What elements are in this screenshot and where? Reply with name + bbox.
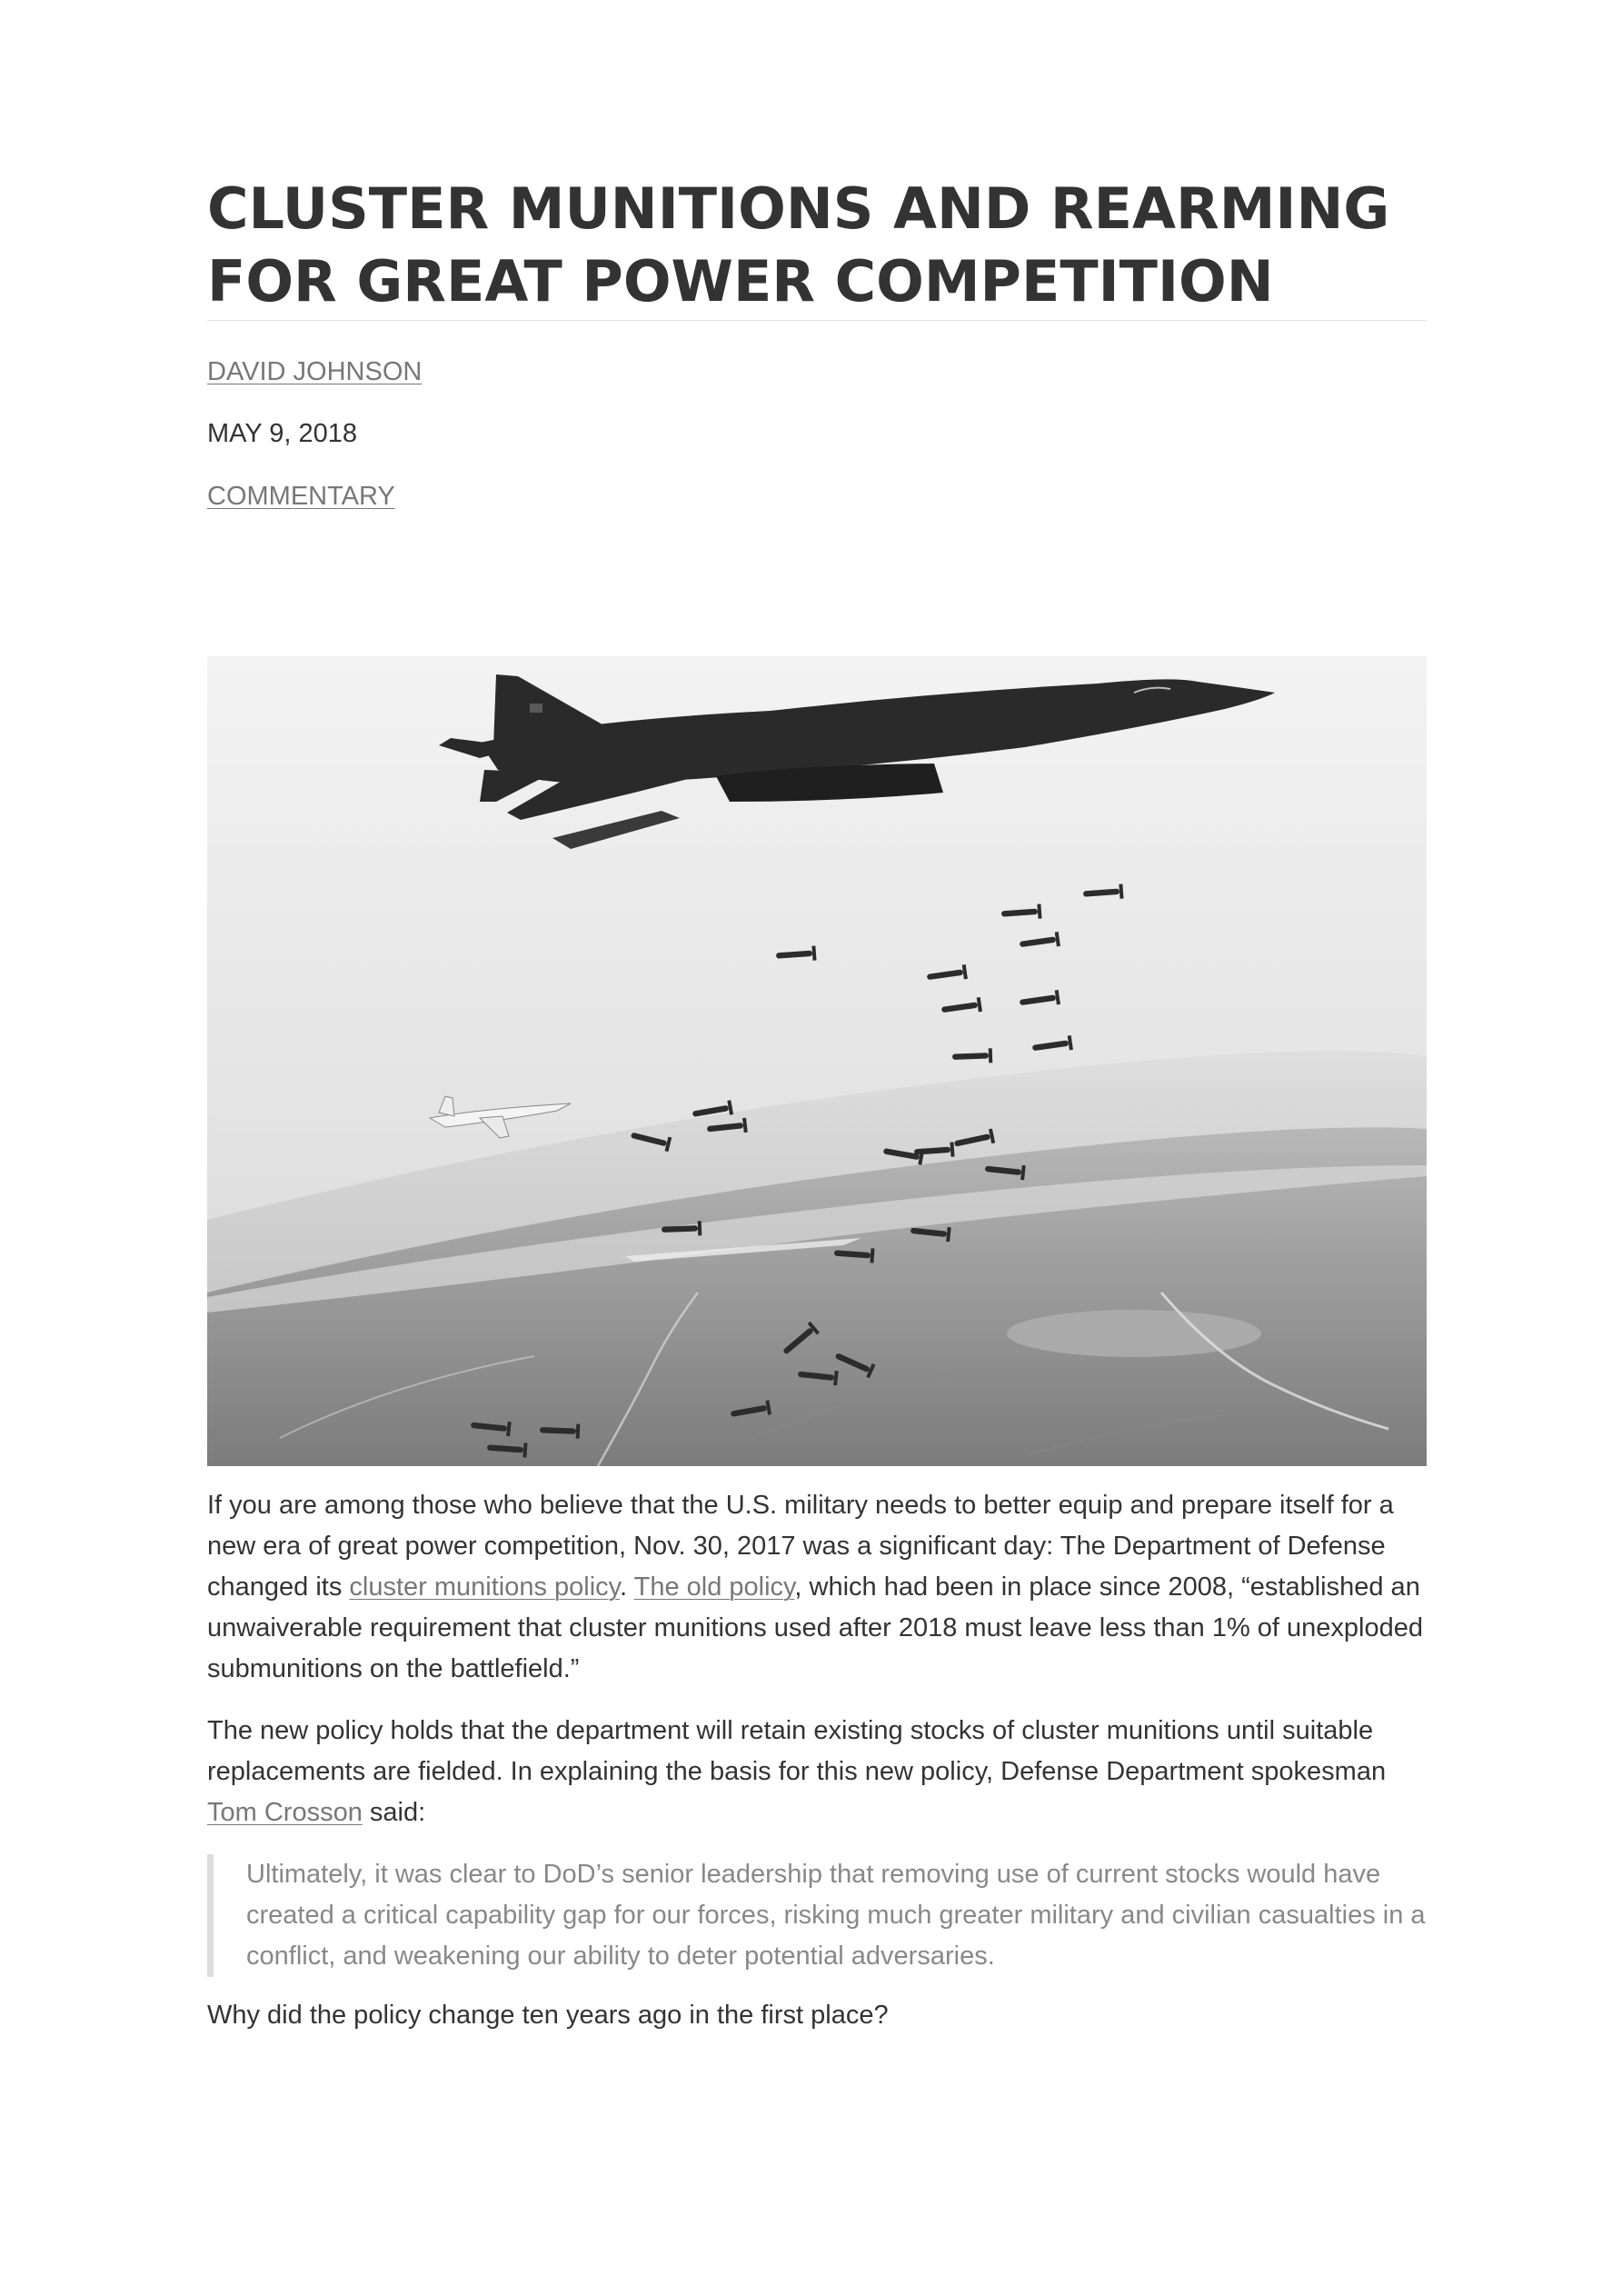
title-divider bbox=[207, 320, 1427, 321]
cluster-munitions-policy-link[interactable]: cluster munitions policy bbox=[349, 1572, 621, 1602]
paragraph-2-text-b: said: bbox=[362, 1798, 426, 1827]
paragraph-2 bbox=[207, 1711, 1427, 1833]
paragraph-1-text-b: . bbox=[620, 1572, 634, 1602]
article-container bbox=[207, 0, 1427, 2030]
bomber-photo-icon bbox=[207, 656, 1427, 1466]
article-title bbox=[207, 0, 1427, 318]
title-line-1: CLUSTER MUNITIONS AND REARMING bbox=[207, 175, 1390, 242]
author-link[interactable]: DAVID JOHNSON bbox=[207, 357, 423, 386]
blockquote: Ultimately, it was clear to DoD’s senior leadership that removing use of current stocks would have created a critical capability gap for our forces, risking much greater military and civilian casualties in a conflict, and weakening our ability to deter potential adversaries. bbox=[207, 1854, 1427, 1977]
publish-date: MAY 9, 2018 bbox=[207, 419, 357, 448]
category-line bbox=[207, 480, 1427, 513]
paragraph-1-text-c: , which had been in place since 2008, “established an unwaiverable requirement that cluster munitions used after 2018 must leave less than 1% of unexploded submunitions on the battlefield.” bbox=[207, 1572, 1424, 1683]
paragraph-2-text-a: The new policy holds that the department will retain existing stocks of cluster munitions until suitable replacements are fielded. In explaining the basis for this new policy, Defense Department spokesman bbox=[207, 1716, 1387, 1786]
author-line bbox=[207, 355, 1427, 388]
paragraph-1-text-a: If you are among those who believe that the U.S. military needs to better equip and prepare itself for a new era of great power competition, Nov. 30, 2017 was a significant day: The Department of Defense changed its bbox=[207, 1491, 1394, 1602]
paragraph-3: Why did the policy change ten years ago in the first place? bbox=[207, 2001, 889, 2030]
article-body bbox=[207, 1485, 1427, 2057]
hero-image bbox=[207, 656, 1427, 1466]
old-policy-link[interactable]: The old policy bbox=[633, 1572, 795, 1602]
category-link[interactable]: COMMENTARY bbox=[207, 482, 395, 511]
paragraph-1 bbox=[207, 1485, 1427, 1690]
tom-crosson-link[interactable]: Tom Crosson bbox=[207, 1798, 363, 1827]
title-line-2: FOR GREAT POWER COMPETITION bbox=[207, 248, 1274, 314]
